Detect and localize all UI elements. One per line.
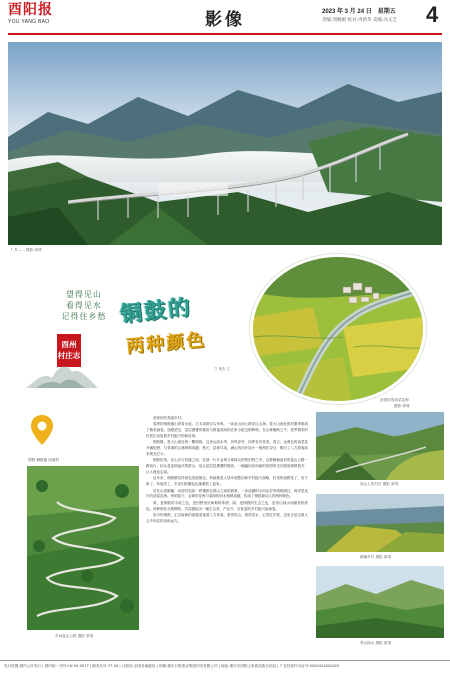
newspaper-logo[interactable] [8,3,56,29]
mountain-road-photo[interactable] [27,466,139,630]
circle-photo-caption: 河湾村的油菜花海 [380,398,409,402]
hillside-image [316,412,444,480]
logo-english: YOU YANG BAO [8,19,50,25]
village-aerial-photo[interactable] [250,254,426,404]
article-paragraph: 高家坝有美丽乡村。 [153,416,185,420]
winding-road-image [27,466,139,630]
aerial-field-image [316,494,444,552]
footer-divider [0,660,450,661]
article-body [146,416,308,525]
article-paragraph: 站在山顶俯瞰，河湾村宛如一块镶嵌在群山之间的翡翠，一条清澈的小河从村旁缓缓流过，两岸是连片的油菜花海。每到春天，金黄的花海与碧绿的河水相映成趣，构成了铜鼓最动人的两种颜色。 [146,488,308,499]
logo-chinese: 酉阳报 [8,2,53,18]
aerial-village-caption: 俯瞰乡村 摄影 廖靖 [360,555,392,559]
article-paragraph: 如今的铜鼓，正以崭新的面貌迎接着八方来客。望得见山，看得见水，记得住乡愁，这里正是无数人心中向往的诗和远方。 [146,512,308,523]
headline-title: 铜鼓的 [119,295,194,328]
mountain-road-caption: 乡间盘山公路 摄影 廖靖 [55,634,94,638]
aerial-village-photo[interactable] [316,494,444,552]
article-paragraph: 铜鼓镇，是大山深处的一颗明珠。这里山清水秀，民风淳朴，四季各有其美。春天，金黄色的油菜花开满田野，与青翠的山林相映成趣；秋天，层林尽染，满山的红叶如火一般绚烂夺目，吸引了八方游客前来观光打卡。 [146,440,308,456]
issue-date: 2023 年 3 月 24 日 星期五 [322,9,396,15]
panorama-caption: ↑ 乡…… 摄影 廖靖 [10,248,42,252]
article-paragraph: 春季的铜鼓镇山青青水蓝，古木成荫百鸟争鸣，一条条山间公路穿过山涧，将大山深处的村寨串联成了精美画卷。放眼望去，层层叠叠的梯田与散落其间的农家小院交相辉映，在山林掩映之中，星罗棋布的民居正诉说着乡村振兴的新故事。 [146,422,308,438]
byline: □ 黄杰 文 [214,367,231,371]
hillside-caption: 高山上的村庄 摄影 廖靖 [360,482,399,486]
article-paragraph: 铜鼓的美，在山川与村落之间，在那一片片金黄与翠绿交织的田野之中。沿着蜿蜒曲折的盘山公路一路前行，抬头是连绵起伏的群山，低头是层层叠叠的梯田，一幅幅如诗如画的田园风光在眼前缓缓展开，让人流连忘返。 [146,458,308,474]
panorama-photo[interactable] [8,42,442,245]
circle-photo-credit: 摄影 廖靖 [394,404,410,408]
poem-line: 看得见水 [66,301,102,310]
masthead-divider [8,33,442,35]
location-caption: 酉阳·铜鼓镇 河湾村 [28,458,60,462]
green-valley-image [316,566,444,638]
masthead [0,0,450,36]
poem-lines [49,289,119,322]
seal-line: 酉州 [61,340,77,349]
location-pin-icon [30,414,54,446]
green-valley-photo[interactable] [316,566,444,638]
ink-landscape-illustration [26,350,98,390]
editor-credits: 责编:周顺刚 校对:冉新华 美编:冯文艺 [322,18,397,23]
headline-subtitle: 两种颜色 [125,329,207,358]
imprint-footer: 发行范围:国内公开发行 | 国内统一刊号:CN 50-0077 | 邮发代号:77-26 | 订阅处:全国各地邮局 | 印刷:重庆日报报业集团印务有限公司 | 地址:重庆市酉阳土家族苗族自治县 | 广告经营许可证号:5002424000025 [4,664,340,668]
poem-line: 望得见山 [66,290,102,299]
headline [119,290,194,328]
article-paragraph: 近年来，铜鼓镇坚持绿色发展理念，持续推进人居环境整治和乡村振兴战略，村里的道路宽了、房子新了、环境美了，乡亲们的腰包也渐渐鼓了起来。 [146,476,308,487]
hillside-village-photo[interactable] [316,412,444,480]
seal-line: 村庄志 [57,351,81,360]
highway-bridge-image [8,42,442,245]
section-title: 影像 [205,10,245,30]
green-valley-caption: 青山绿水 摄影 廖靖 [360,641,392,645]
page-number: 4 [426,2,439,27]
article-paragraph: 黄，是铜鼓的丰收之色，是田野里沉甸甸的希望；绿，是铜鼓的生态之色，是青山绿水间最美的底色。两种颜色交相辉映，共同描绘出一幅生态美、产业兴、百姓富的乡村振兴新画卷。 [146,500,308,511]
rapeseed-field-image [253,257,426,404]
poem-line: 记得住乡愁 [61,312,107,321]
